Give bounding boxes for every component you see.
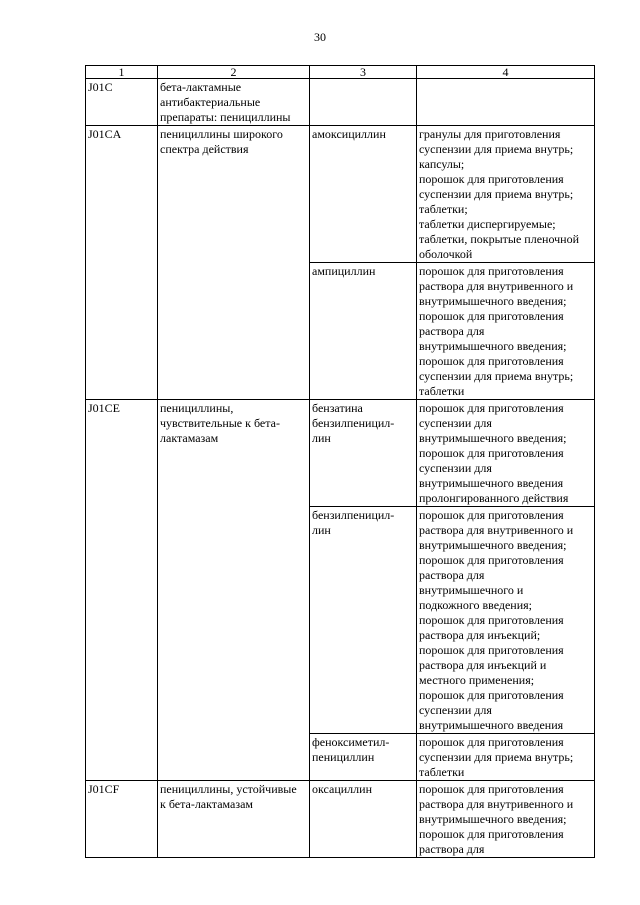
dosage-forms-cell: порошок для приготовления раствора для внутривенного и внутримышечного введения; порошок для приготовления раствора для внутримышечного и подкожного введения; порошок для приготовления раствора для инъекций; порошок для приготовления раствора для инъекций и местного применения; порошок для приготовления суспензии для внутримышечного введения [417, 507, 595, 734]
column-header-3: 3 [310, 66, 417, 79]
table-row [86, 781, 595, 858]
drug-name-cell: бензатина бензилпеницил- лин [310, 400, 417, 507]
drug-name-cell: бензилпеницил- лин [310, 507, 417, 734]
table-row [86, 79, 595, 126]
column-header-1: 1 [86, 66, 158, 79]
page-number: 30 [314, 30, 326, 44]
column-header-4: 4 [417, 66, 595, 79]
dosage-forms-cell [417, 79, 595, 126]
dosage-forms-cell: порошок для приготовления раствора для внутривенного и внутримышечного введения; порошок для приготовления раствора для [417, 781, 595, 858]
atc-code-cell: J01CE [86, 400, 158, 781]
table-row [86, 400, 595, 507]
table-header-row [86, 66, 595, 79]
dosage-forms-cell: порошок для приготовления суспензии для внутримышечного введения; порошок для приготовления суспензии для внутримышечного введения пролонгированного действия [417, 400, 595, 507]
atc-code-cell: J01C [86, 79, 158, 126]
drug-name-cell: феноксиметил- пенициллин [310, 734, 417, 781]
dosage-forms-cell: порошок для приготовления раствора для внутривенного и внутримышечного введения; порошок для приготовления раствора для внутримышечного введения; порошок для приготовления суспензии для приема внутрь; таблетки [417, 263, 595, 400]
group-name-cell: пенициллины широкого спектра действия [158, 126, 310, 400]
dosage-forms-cell: порошок для приготовления суспензии для приема внутрь; таблетки [417, 734, 595, 781]
group-name-cell: пенициллины, устойчивые к бета-лактамазам [158, 781, 310, 858]
group-name-cell: бета-лактамные антибактериальные препараты: пенициллины [158, 79, 310, 126]
medication-table [85, 65, 595, 858]
drug-name-cell: ампициллин [310, 263, 417, 400]
drug-name-cell: оксациллин [310, 781, 417, 858]
table-row [86, 126, 595, 263]
drug-name-cell: амоксициллин [310, 126, 417, 263]
atc-code-cell: J01CA [86, 126, 158, 400]
group-name-cell: пенициллины, чувствительные к бета- лактамазам [158, 400, 310, 781]
atc-code-cell: J01CF [86, 781, 158, 858]
column-header-2: 2 [158, 66, 310, 79]
drug-name-cell [310, 79, 417, 126]
dosage-forms-cell: гранулы для приготовления суспензии для приема внутрь; капсулы; порошок для приготовления суспензии для приема внутрь; таблетки; таблетки диспергируемые; таблетки, покрытые пленочной оболочкой [417, 126, 595, 263]
